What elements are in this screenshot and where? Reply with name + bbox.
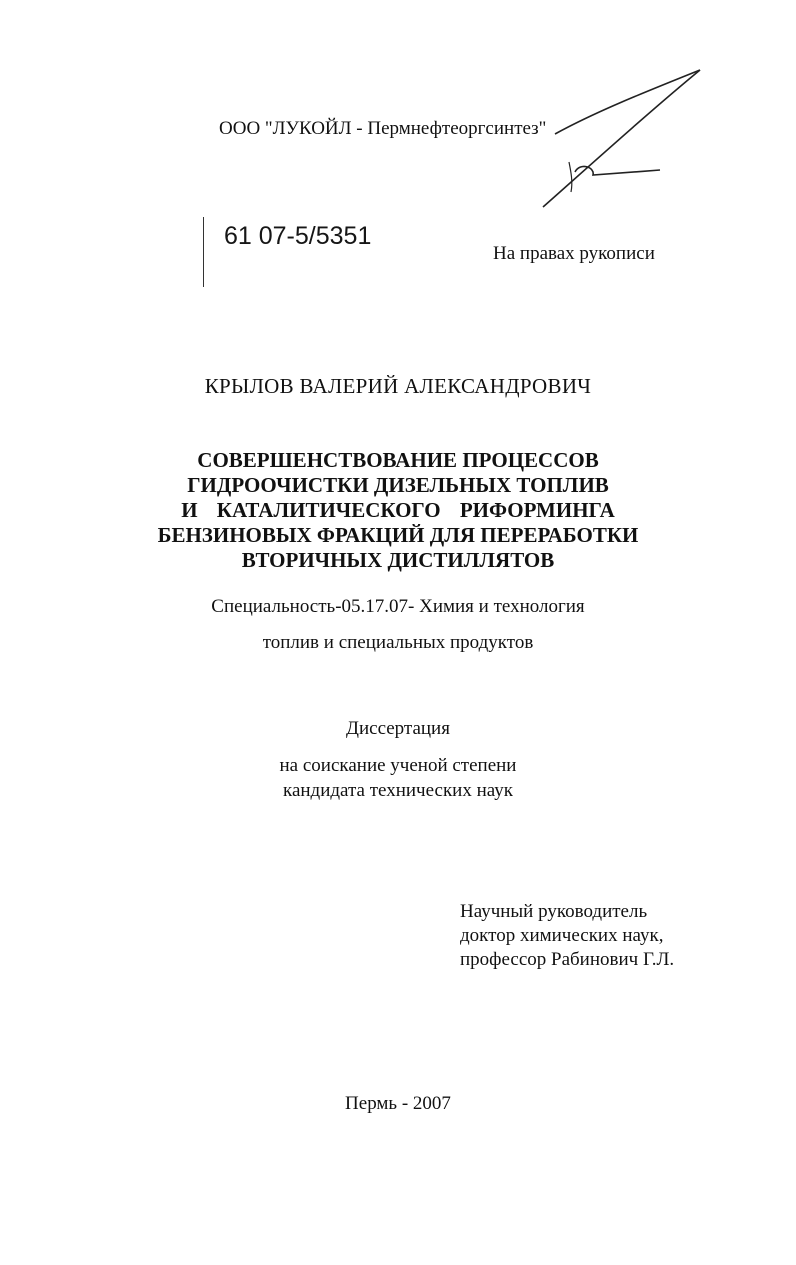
title-line: И КАТАЛИТИЧЕСКОГО РИФОРМИНГА [181, 498, 615, 522]
handwritten-signature [535, 62, 710, 212]
author-name: КРЫЛОВ ВАЛЕРИЙ АЛЕКСАНДРОВИЧ [204, 374, 592, 398]
stamp-margin-line [203, 217, 204, 287]
rights-note: На правах рукописи [493, 243, 655, 264]
thesis-title [0, 448, 796, 573]
supervisor-block [460, 900, 674, 972]
supervisor-name: профессор Рабинович Г.Л. [460, 949, 675, 970]
degree-line-1: на соискание ученой степени [279, 755, 517, 776]
title-line: СОВЕРШЕНСТВОВАНИЕ ПРОЦЕССОВ [197, 448, 599, 472]
degree-line-2: кандидата технических наук [283, 780, 513, 801]
thesis-type: Диссертация [346, 718, 450, 739]
organization-name: ООО "ЛУКОЙЛ - Пермнефтеоргсинтез" [219, 118, 547, 139]
library-code: 61 07-5/5351 [224, 222, 372, 250]
title-line: ВТОРИЧНЫХ ДИСТИЛЛЯТОВ [241, 548, 555, 572]
title-line: ГИДРООЧИСТКИ ДИЗЕЛЬНЫХ ТОПЛИВ [187, 473, 609, 497]
specialty-line-2: топлив и специальных продуктов [262, 632, 534, 653]
supervisor-label: Научный руководитель [460, 901, 648, 922]
specialty-line-1: Специальность-05.17.07- Химия и технология [211, 596, 585, 617]
supervisor-degree: доктор химических наук, [460, 925, 664, 946]
city-year: Пермь - 2007 [345, 1093, 451, 1114]
title-line: БЕНЗИНОВЫХ ФРАКЦИЙ ДЛЯ ПЕРЕРАБОТКИ [157, 523, 639, 547]
